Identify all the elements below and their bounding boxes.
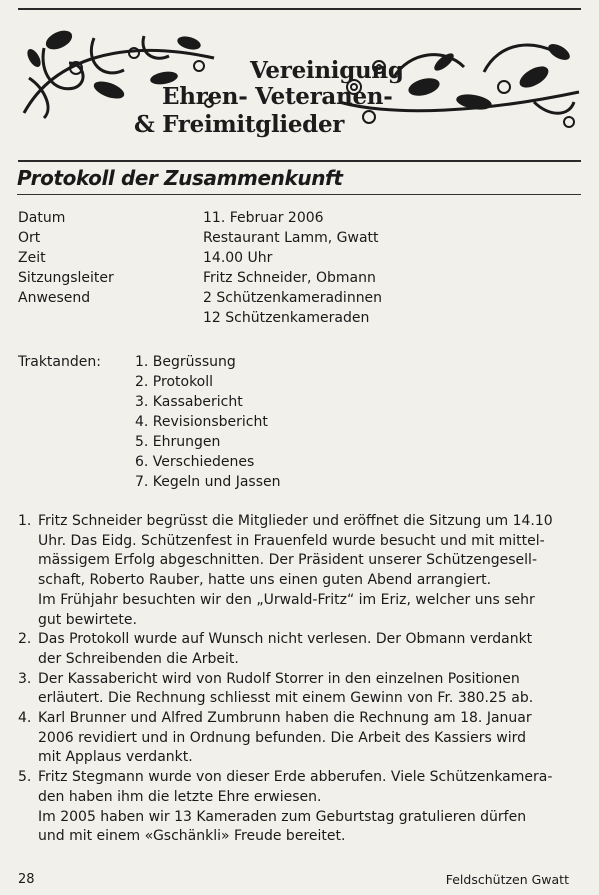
point-line: gut bewirtete. — [38, 611, 137, 628]
point-number: 1. — [18, 513, 32, 529]
agenda-label: Traktanden: — [18, 354, 101, 370]
meta-label: Anwesend — [18, 290, 91, 306]
meta-row — [18, 268, 382, 288]
page-number: 28 — [18, 872, 35, 887]
point-line: Das Protokoll wurde auf Wunsch nicht verlesen. Der Obmann verdankt — [38, 631, 533, 648]
meta-row — [18, 308, 382, 328]
meta-value: 14.00 Uhr — [203, 250, 273, 266]
meta-row — [18, 288, 382, 308]
meta-value: 12 Schützenkameraden — [203, 310, 370, 326]
minutes-point — [18, 709, 580, 768]
point-line: mässigem Erfolg abgeschnitten. Der Präsident unserer Schützengesell- — [38, 552, 538, 569]
point-line: Fritz Schneider begrüsst die Mitglieder und eröffnet die Sitzung um 14.10 — [38, 513, 553, 529]
publication-name: Feldschützen Gwatt — [445, 872, 569, 887]
page-heading: Protokoll der Zusammenkunft — [17, 166, 343, 190]
agenda-item: 2. Protokoll — [135, 374, 214, 390]
agenda — [18, 352, 280, 492]
banner-line-3: & Freimitglieder — [134, 111, 345, 138]
meta-label: Datum — [18, 210, 66, 226]
meta-value: 11. Februar 2006 — [203, 210, 324, 226]
meta-label: Zeit — [18, 250, 46, 266]
point-number: 2. — [18, 631, 32, 648]
agenda-item: 1. Begrüssung — [135, 354, 236, 370]
meta-row — [18, 228, 382, 248]
agenda-item: 7. Kegeln und Jassen — [135, 474, 281, 490]
heading-underline — [17, 194, 581, 195]
banner-line-2: Ehren- Veteranen- — [162, 83, 393, 110]
point-line: und mit einem «Gschänkli» Freude bereitet. — [38, 828, 346, 845]
meta-label — [18, 308, 203, 328]
section-rule — [18, 160, 581, 162]
meta-label: Sitzungsleiter — [18, 270, 114, 286]
point-line: Im 2005 haben wir 13 Kameraden zum Geburtstag gratulieren dürfen — [38, 808, 527, 825]
meta-row — [18, 208, 382, 228]
point-line: Karl Brunner und Alfred Zumbrunn haben die Rechnung am 18. Januar — [38, 710, 532, 727]
banner — [14, 18, 584, 138]
point-line: schaft, Roberto Rauber, hatte uns einen guten Abend arrangiert. — [38, 572, 492, 589]
meta-label: Ort — [18, 230, 41, 246]
minutes-point — [18, 630, 580, 669]
agenda-item: 5. Ehrungen — [135, 434, 221, 450]
meeting-details — [18, 208, 382, 328]
point-line: 2006 revidiert und in Ordnung befunden. Die Arbeit des Kassiers wird — [38, 729, 526, 746]
meta-row — [18, 248, 382, 268]
agenda-item: 6. Verschiedenes — [135, 454, 255, 470]
point-line: Der Kassabericht wird von Rudolf Storrer in den einzelnen Positionen — [38, 670, 520, 687]
minutes-point — [18, 512, 580, 630]
point-line: den haben ihm die letzte Ehre erwiesen. — [38, 788, 322, 805]
agenda-item: 4. Revisionsbericht — [135, 414, 268, 430]
point-line: mit Applaus verdankt. — [38, 749, 193, 766]
point-number: 3. — [18, 670, 32, 687]
point-line: erläutert. Die Rechnung schliesst mit einem Gewinn von Fr. 380.25 ab. — [38, 690, 534, 707]
agenda-item: 3. Kassabericht — [135, 394, 243, 410]
minutes-points — [18, 512, 580, 847]
point-line: Fritz Stegmann wurde von dieser Erde abberufen. Viele Schützenkamera- — [38, 769, 553, 786]
point-line: der Schreibenden die Arbeit. — [38, 650, 239, 667]
point-line: Im Frühjahr besuchten wir den „Urwald-Fritz“ im Eriz, welcher uns sehr — [38, 591, 535, 608]
point-number: 4. — [18, 710, 32, 727]
agenda-list — [135, 352, 280, 492]
banner-line-1: Vereinigung — [250, 57, 404, 84]
meta-value: Restaurant Lamm, Gwatt — [203, 230, 379, 246]
point-line: Uhr. Das Eidg. Schützenfest in Frauenfeld wurde besucht und mit mittel- — [38, 532, 545, 549]
meta-value: Fritz Schneider, Obmann — [203, 270, 376, 286]
point-number: 5. — [18, 769, 32, 786]
meta-value: 2 Schützenkameradinnen — [203, 290, 383, 306]
minutes-point — [18, 670, 580, 709]
top-rule — [18, 8, 581, 10]
minutes-point — [18, 768, 580, 847]
